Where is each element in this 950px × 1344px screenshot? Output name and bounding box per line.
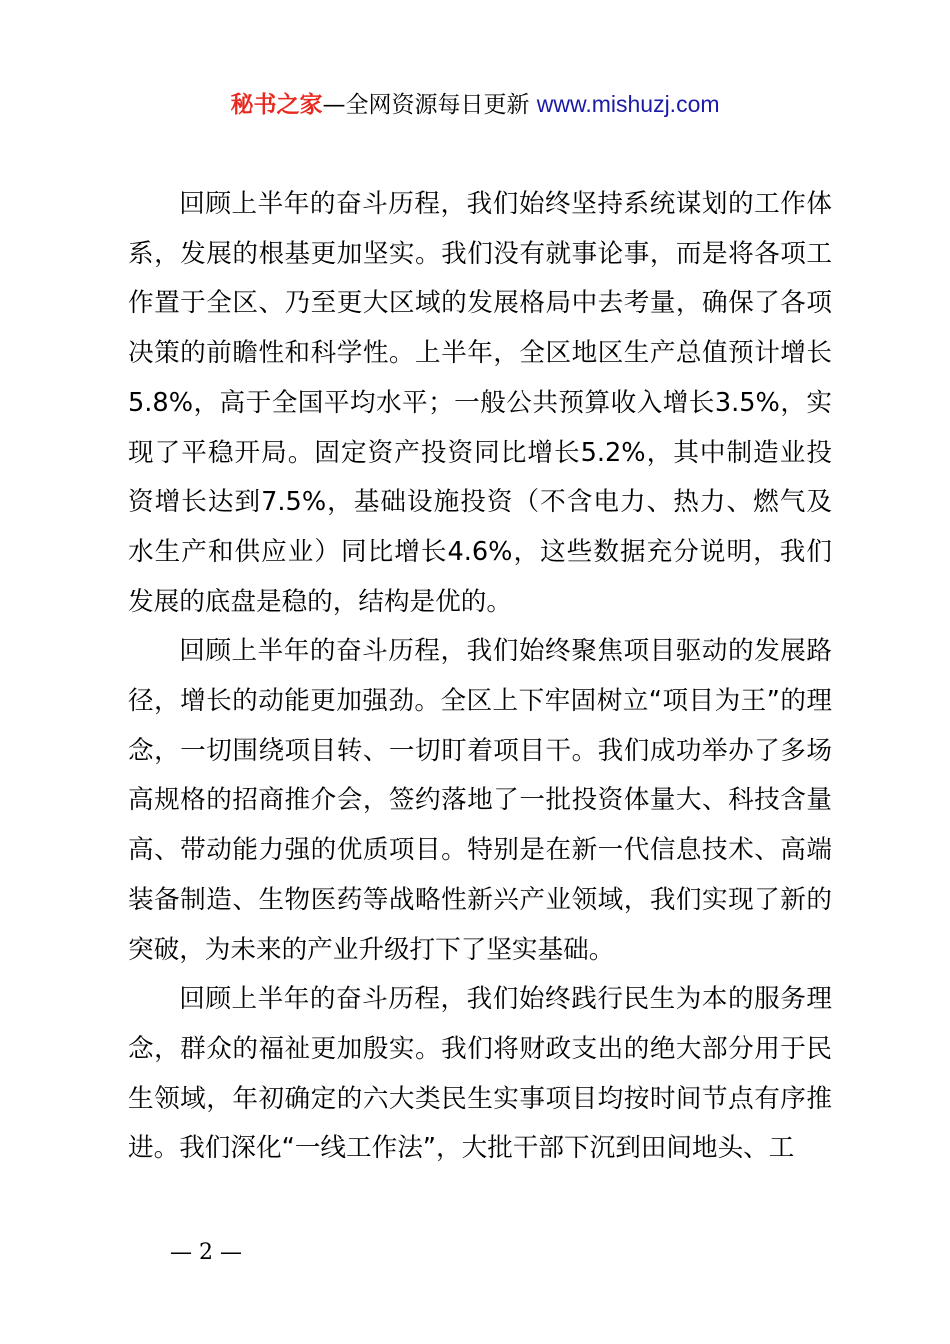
- paragraph-3: 回顾上半年的奋斗历程，我们始终践行民生为本的服务理念，群众的福祉更加殷实。我们将财政支出的绝大部分用于民生领域，年初确定的六大类民生实事项目均按时间节点有序推进。我们深化“一线工作法”，大批干部下沉到田间地头、工: [128, 984, 832, 1164]
- header-tagline: —全网资源每日更新: [322, 92, 530, 118]
- document-body: [128, 180, 832, 1174]
- paragraph-2: 回顾上半年的奋斗历程，我们始终聚焦项目驱动的发展路径，增长的动能更加强劲。全区上下牢固树立“项目为王”的理念，一切围绕项目转、一切盯着项目干。我们成功举办了多场高规格的招商推介会，签约落地了一批投资体量大、科技含量高、带动能力强的优质项目。特别是在新一代信息技术、高端装备制造、生物医药等战略性新兴产业领域，我们实现了新的突破，为未来的产业升级打下了坚实基础。: [128, 636, 832, 965]
- brand-name: 秘书之家: [230, 92, 323, 118]
- website-link[interactable]: www.mishuzj.com: [536, 91, 720, 117]
- paragraph-1: 回顾上半年的奋斗历程，我们始终坚持系统谋划的工作体系，发展的根基更加坚实。我们没有就事论事，而是将各项工作置于全区、乃至更大区域的发展格局中去考量，确保了各项决策的前瞻性和科学性。上半年，全区地区生产总值预计增长5.8%，高于全国平均水平；一般公共预算收入增长3.5%，实现了平稳开局。固定资产投资同比增长5.2%，其中制造业投资增长达到7.5%，基础设施投资（不含电力、热力、燃气及水生产和供应业）同比增长4.6%，这些数据充分说明，我们发展的底盘是稳的，结构是优的。: [128, 189, 832, 617]
- page-number: — 2 —: [170, 1240, 242, 1265]
- document-header: [0, 88, 950, 121]
